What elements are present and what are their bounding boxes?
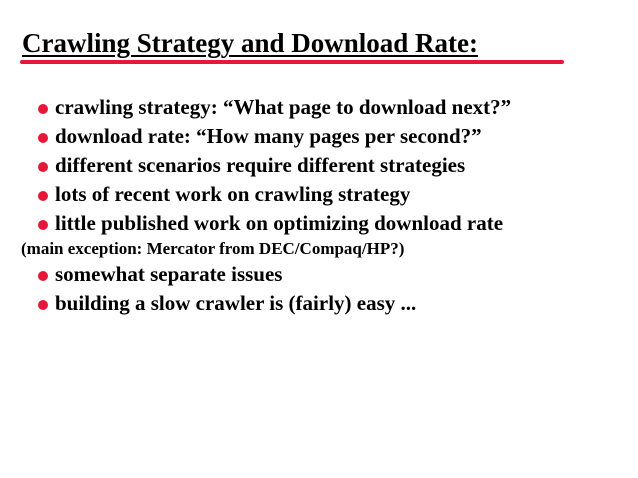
bullet-list [0,93,638,318]
bullet-dot-icon [38,104,48,114]
bullet-text: crawling strategy: “What page to download next?” [55,95,512,119]
note-text: (main exception: Mercator from DEC/Compaq/HP?) [21,239,405,258]
bullet-dot-icon [38,271,48,281]
bullet-dot-icon [38,133,48,143]
note-line [0,238,638,260]
bullet-dot-icon [38,162,48,172]
bullet-text: little published work on optimizing download rate [55,211,504,235]
slide-title: Crawling Strategy and Download Rate: [22,28,478,58]
bullet-item [0,151,638,180]
title-underline-rule [20,60,564,64]
bullet-text: different scenarios require different strategies [55,153,466,177]
bullet-dot-icon [38,300,48,310]
bullet-dot-icon [38,220,48,230]
bullet-item [0,260,638,289]
bullet-item [0,289,638,318]
bullet-dot-icon [38,191,48,201]
bullet-item [0,180,638,209]
bullet-text: download rate: “How many pages per second?” [55,124,482,148]
bullet-item [0,209,638,238]
bullet-item [0,93,638,122]
bullet-text: somewhat separate issues [55,262,283,286]
bullet-text: building a slow crawler is (fairly) easy ... [55,291,417,315]
bullet-text: lots of recent work on crawling strategy [55,182,411,206]
bullet-item [0,122,638,151]
